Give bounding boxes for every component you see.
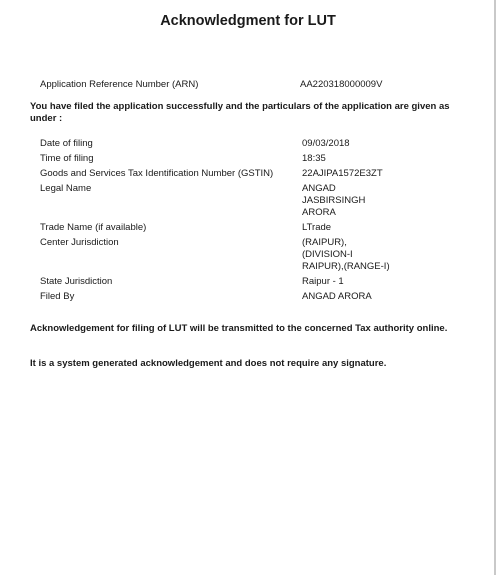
field-value-line: 22AJIPA1572E3ZT [302,168,383,179]
field-label: Goods and Services Tax Identification Number (GSTIN) [40,168,274,179]
transmit-note: Acknowledgement for filing of LUT will be transmitted to the concerned Tax authority online. [30,323,448,334]
field-value [302,183,422,219]
field-value-line: LTrade [302,222,332,233]
field-label: Time of filing [40,153,94,164]
intro-text: You have filed the application successfully and the particulars of the application are given as under : [30,101,450,124]
field-label: Date of filing [40,138,93,149]
field-value-line: ANGAD ARORA [302,291,372,302]
field-legal-name [40,183,480,219]
field-value [302,276,422,288]
field-filed-by [40,291,480,303]
field-value-line: RAIPUR),(RANGE-I) [302,261,390,272]
field-date-of-filing [40,138,480,150]
field-label: Center Jurisdiction [40,237,119,248]
field-value [302,168,422,180]
system-generated-note: It is a system generated acknowledgement and does not require any signature. [30,358,387,369]
document-title: Acknowledgment for LUT [160,13,336,29]
field-value-line: (RAIPUR), [302,237,347,248]
field-value-line: 09/03/2018 [302,138,350,149]
field-center-jurisdiction [40,237,480,273]
arn-value: AA220318000009V [300,79,383,90]
field-value-line: ANGAD [302,183,336,194]
field-value-line: Raipur - 1 [302,276,344,287]
field-label: Trade Name (if available) [40,222,147,233]
field-trade-name [40,222,480,234]
arn-label: Application Reference Number (ARN) [40,79,199,90]
field-label: Filed By [40,291,75,302]
field-value [302,153,422,165]
field-gstin [40,168,480,180]
field-time-of-filing [40,153,480,165]
field-value-line: 18:35 [302,153,326,164]
field-value [302,237,422,273]
field-state-jurisdiction [40,276,480,288]
field-value [302,291,422,303]
field-value [302,222,422,234]
field-value [302,138,422,150]
field-label: State Jurisdiction [40,276,113,287]
particulars-list [40,138,480,306]
field-value-line: JASBIRSINGH [302,195,366,206]
field-value-line: (DIVISION-I [302,249,353,260]
field-value-line: ARORA [302,207,336,218]
field-label: Legal Name [40,183,92,194]
